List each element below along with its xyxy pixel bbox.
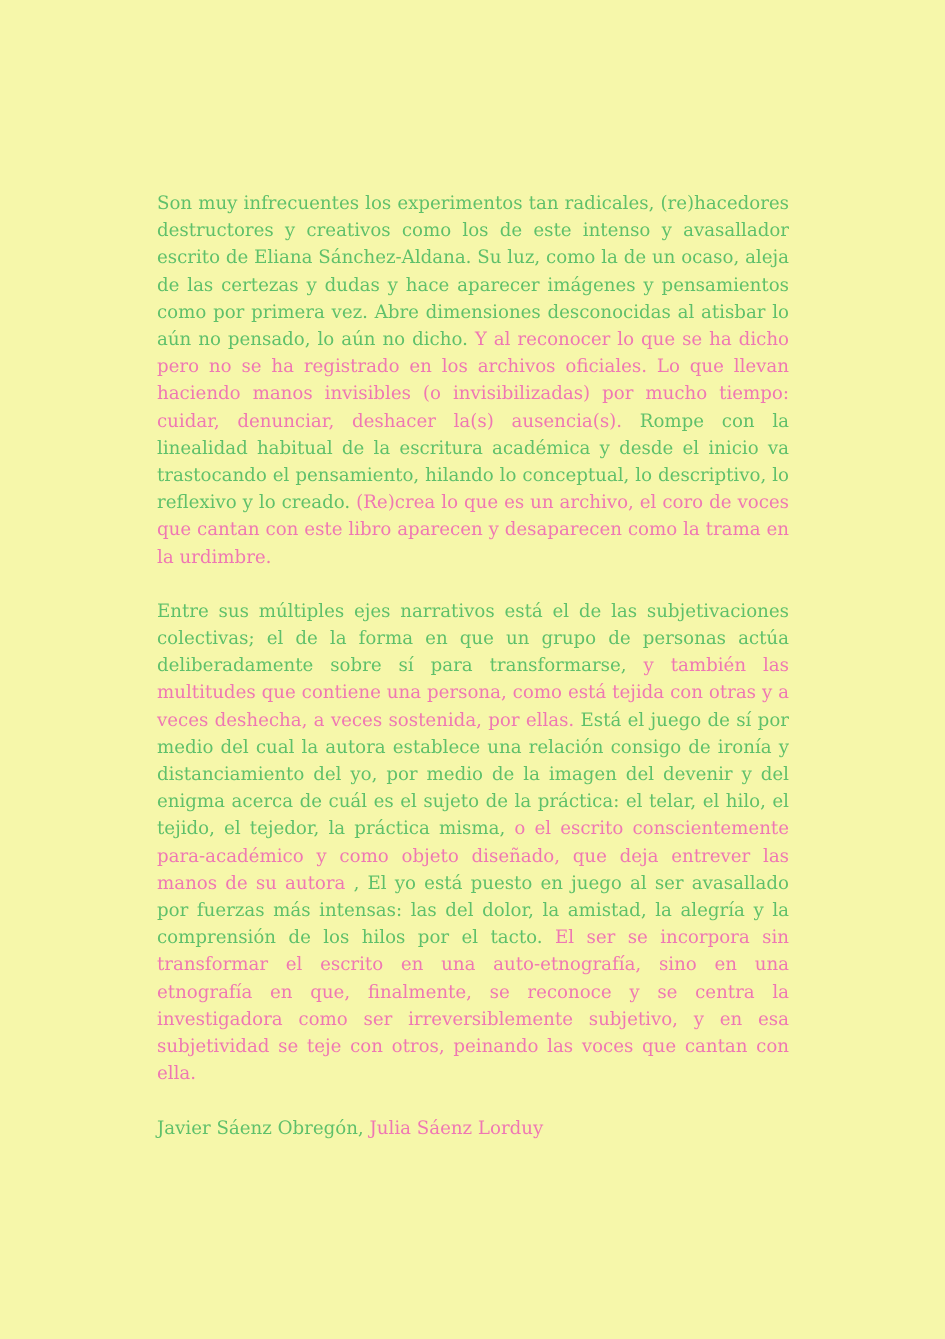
p2-pink-2: o el escrito conscientemente para-académico y como objeto diseñado, que deja entrever las manos de su autora (157, 818, 789, 894)
p2-green-3: , El yo está puesto en juego al ser avasallado por fuerzas más intensas: las del dolor, la amistad, la alegría y la comprensión de los hilos por el tacto. (157, 872, 789, 949)
signature-author-2: Julia Sáenz Lorduy (369, 1117, 544, 1139)
paragraph-1 (157, 190, 789, 571)
paragraph-2 (157, 598, 789, 1088)
signature-author-1: Javier Sáenz Obregón, (157, 1117, 364, 1139)
p1-green-1: Son muy infrecuentes los experimentos tan radicales, (re)hacedores destructores y creativos como los de este intenso y avasallador escrito de Eliana Sánchez-Aldana. Su luz, como la de un ocaso, aleja de las certezas y dudas y hace aparecer imágenes y pensamientos como por primera vez. Abre dimensiones desconocidas al atisbar lo aún no pensado, lo aún no dicho. (157, 193, 789, 351)
signature (157, 1115, 789, 1142)
text-block (157, 190, 789, 1142)
p2-green-1: Entre sus múltiples ejes narrativos está el de las subjetivaciones colectivas; el de la forma en que un grupo de personas actúa deliberadamente sobre sí para transformarse, (157, 600, 789, 677)
p2-pink-1: y también las multitudes que contiene una persona, como está tejida con otras y a veces deshecha, a veces sostenida, por ellas. (157, 655, 789, 731)
p2-pink-3: El ser se incorpora sin transformar el escrito en una auto-etnografía, sino en una etnografía en que, finalmente, se reconoce y se centra la investigadora como ser irreversiblemente subjetivo, y en esa subjetividad se teje con otros, peinando las voces que cantan con ella. (157, 927, 789, 1085)
p1-pink-1: Y al reconocer lo que se ha dicho pero no se ha registrado en los archivos oficiales. Lo que llevan haciendo manos invisibles (o invisibilizadas) por mucho tiempo: cuidar, denunciar, deshacer la(s) ausencia(s). (157, 329, 789, 432)
p2-green-2: Está el juego de sí por medio del cual la autora establece una relación consigo de ironía y distanciamiento del yo, por medio de la imagen del devenir y del enigma acerca de cuál es el sujeto de la práctica: el telar, el hilo, el tejido, el tejedor, la práctica misma, (157, 709, 789, 840)
p1-green-2: Rompe con la linealidad habitual de la escritura académica y desde el inicio va trastocando el pensamiento, hilando lo conceptual, lo descriptivo, lo reflexivo y lo creado. (157, 410, 789, 514)
p1-pink-2: (Re)crea lo que es un archivo, el coro de voces que cantan con este libro aparecen y desaparecen como la trama en la urdimbre. (157, 492, 789, 568)
